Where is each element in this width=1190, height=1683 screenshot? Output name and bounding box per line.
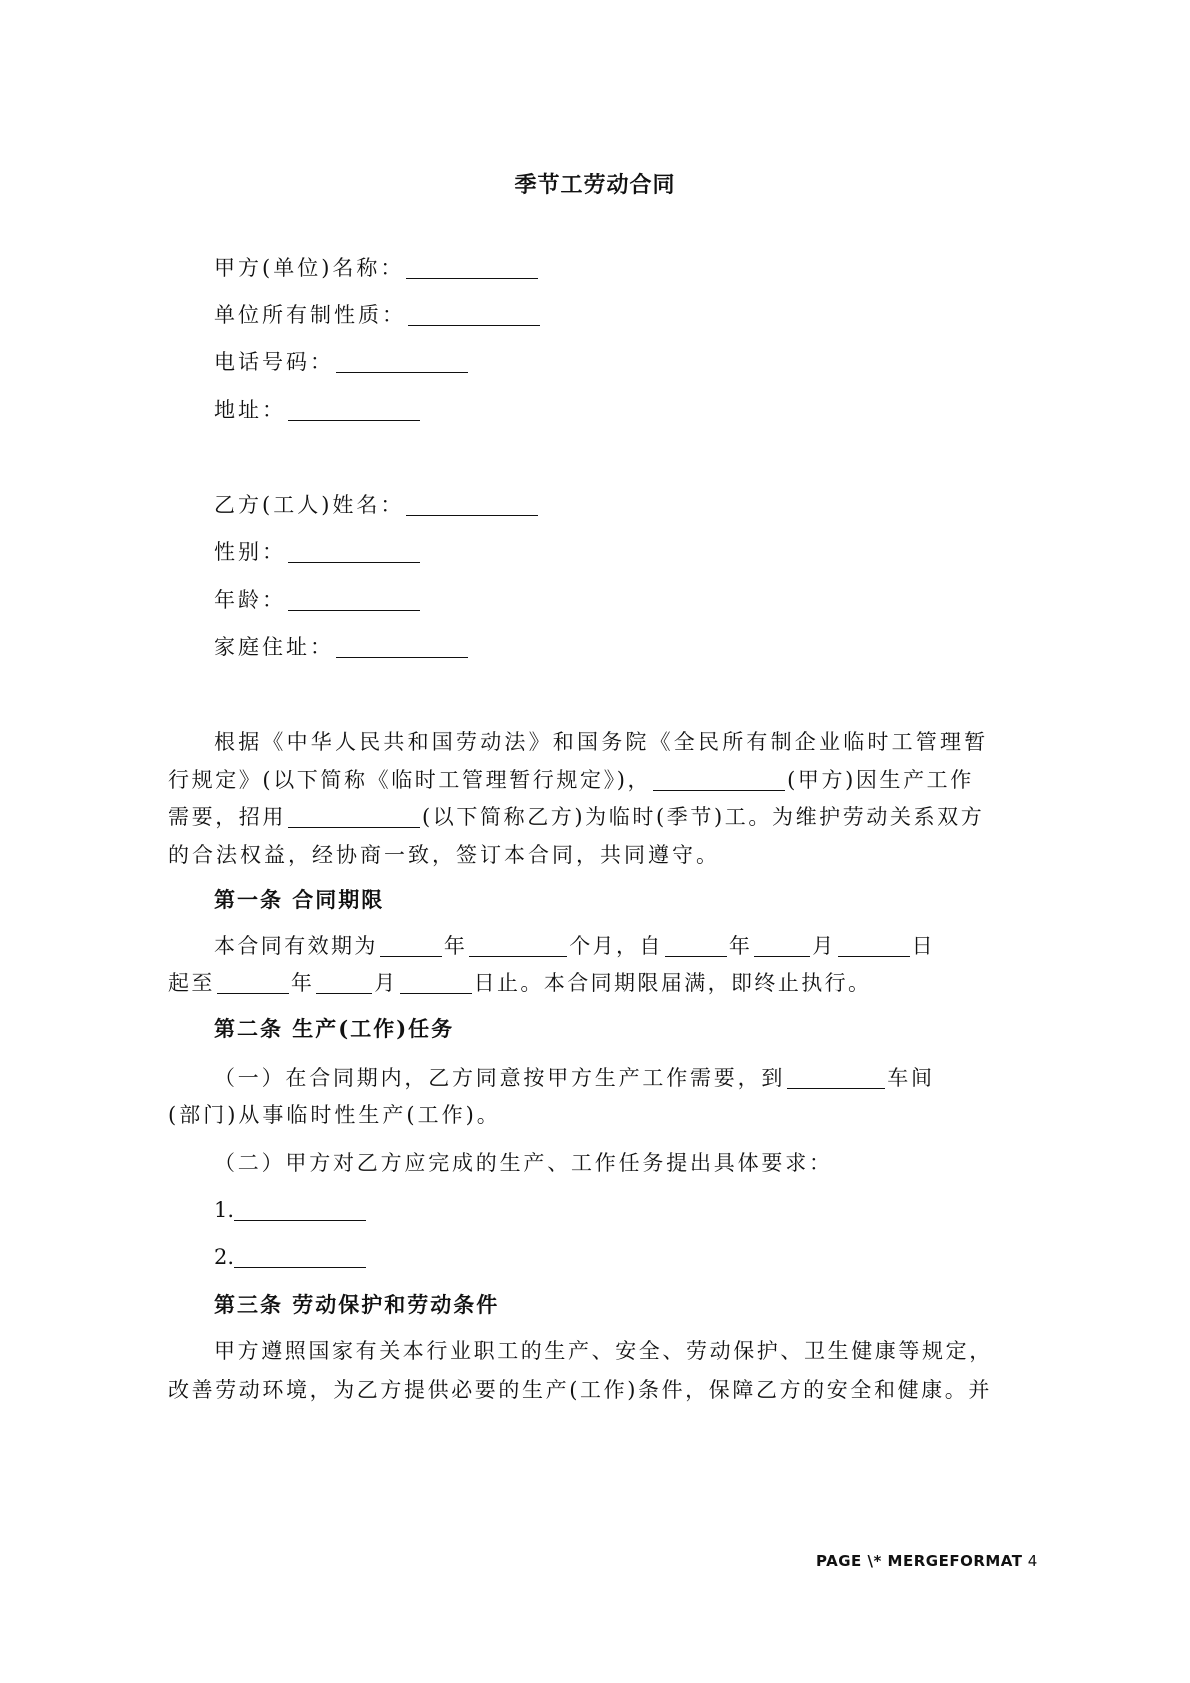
article-1-line-1: [214, 933, 935, 959]
start-day-blank[interactable]: [838, 934, 910, 957]
preamble-line-2-text-a: 行规定》(以下简称《临时工管理暂行规定》)，: [168, 768, 652, 792]
preamble-line-4: 的合法权益，经协商一致，签订本合同，共同遵守。: [168, 843, 720, 867]
start-month-blank[interactable]: [754, 934, 810, 957]
task-item-1: [214, 1197, 368, 1223]
article-1-text-f: 日: [911, 934, 936, 958]
task-item-2: [214, 1244, 368, 1270]
party-a-preamble-blank[interactable]: [653, 768, 785, 791]
party-a-phone-blank[interactable]: [336, 350, 468, 373]
party-a-name-blank[interactable]: [406, 256, 538, 279]
party-a-address-line: [214, 397, 422, 423]
page-number: 4: [1027, 1552, 1038, 1570]
party-b-home-line: [214, 634, 470, 660]
preamble-line-3: [168, 804, 984, 830]
preamble-line-2: [168, 767, 974, 793]
article-1-heading: 第一条 合同期限: [214, 887, 385, 912]
party-b-name-label: 乙方(工人)姓名：: [214, 493, 405, 517]
party-b-home-label: 家庭住址：: [214, 635, 334, 659]
article-1-text-j: 日止。本合同期限届满，即终止执行。: [473, 971, 872, 995]
page-field-code: PAGE \* MERGEFORMAT: [816, 1552, 1023, 1570]
task-item-1-number: 1.: [214, 1198, 235, 1222]
task-item-2-blank[interactable]: [234, 1245, 366, 1268]
article-3-heading: 第三条 劳动保护和劳动条件: [214, 1292, 500, 1317]
party-a-name-label: 甲方(单位)名称：: [214, 256, 405, 280]
article-3-line-1: 甲方遵照国家有关本行业职工的生产、安全、劳动保护、卫生健康等规定，: [214, 1339, 993, 1363]
preamble-line-1: 根据《中华人民共和国劳动法》和国务院《全民所有制企业临时工管理暂: [214, 730, 989, 754]
party-a-address-label: 地址：: [214, 398, 286, 422]
party-b-name-line: [214, 492, 540, 518]
article-3-line-2: 改善劳动环境，为乙方提供必要的生产(工作)条件，保障乙方的安全和健康。并: [168, 1378, 992, 1402]
article-2-heading: 第二条 生产(工作)任务: [214, 1016, 455, 1041]
article-1-text-g: 起至: [168, 971, 215, 995]
term-months-blank[interactable]: [469, 934, 567, 957]
party-b-age-line: [214, 587, 422, 613]
end-year-blank[interactable]: [217, 971, 289, 994]
page-footer: [816, 1552, 1038, 1570]
article-1-text-e: 月: [812, 934, 836, 958]
article-1-text-h: 年: [290, 971, 315, 995]
article-2-line-1: [214, 1065, 935, 1091]
party-a-address-blank[interactable]: [288, 398, 420, 421]
task-item-2-number: 2.: [214, 1245, 235, 1269]
article-1-text-c: 个月，自: [569, 934, 663, 958]
preamble-line-3-text-b: (以下简称乙方)为临时(季节)工。为维护劳动关系双方: [422, 805, 985, 829]
article-2-text-a: （一）在合同期内，乙方同意按甲方生产工作需要，到: [214, 1066, 786, 1090]
party-a-name-line: [214, 255, 540, 281]
party-a-ownership-line: [214, 302, 542, 328]
article-2-line-2: (部门)从事临时性生产(工作)。: [168, 1103, 501, 1127]
party-b-name-blank[interactable]: [406, 493, 538, 516]
party-a-phone-line: [214, 349, 470, 375]
preamble-line-2-text-b: (甲方)因生产工作: [787, 768, 974, 792]
article-1-text-b: 年: [443, 934, 468, 958]
article-1-text-d: 年: [728, 934, 753, 958]
party-b-preamble-blank[interactable]: [288, 805, 420, 828]
preamble-line-3-text-a: 需要，招用: [168, 805, 286, 829]
article-1-line-2: [168, 970, 871, 996]
end-month-blank[interactable]: [316, 971, 372, 994]
term-years-blank[interactable]: [380, 934, 442, 957]
article-2-line-3: （二）甲方对乙方应完成的生产、工作任务提出具体要求：: [214, 1151, 833, 1175]
party-b-gender-line: [214, 539, 422, 565]
party-b-age-label: 年龄：: [214, 588, 286, 612]
party-b-gender-label: 性别：: [214, 540, 286, 564]
party-a-ownership-blank[interactable]: [408, 303, 540, 326]
party-b-home-blank[interactable]: [336, 635, 468, 658]
article-2-text-b: 车间: [887, 1066, 935, 1090]
start-year-blank[interactable]: [665, 934, 727, 957]
article-1-text-i: 月: [374, 971, 398, 995]
document-title: 季节工劳动合同: [514, 172, 676, 198]
workshop-blank[interactable]: [787, 1066, 885, 1089]
end-day-blank[interactable]: [400, 971, 472, 994]
task-item-1-blank[interactable]: [234, 1198, 366, 1221]
party-a-ownership-label: 单位所有制性质：: [214, 303, 406, 327]
article-1-text-a: 本合同有效期为: [214, 934, 378, 958]
party-b-gender-blank[interactable]: [288, 540, 420, 563]
party-a-phone-label: 电话号码：: [214, 350, 334, 374]
party-b-age-blank[interactable]: [288, 588, 420, 611]
